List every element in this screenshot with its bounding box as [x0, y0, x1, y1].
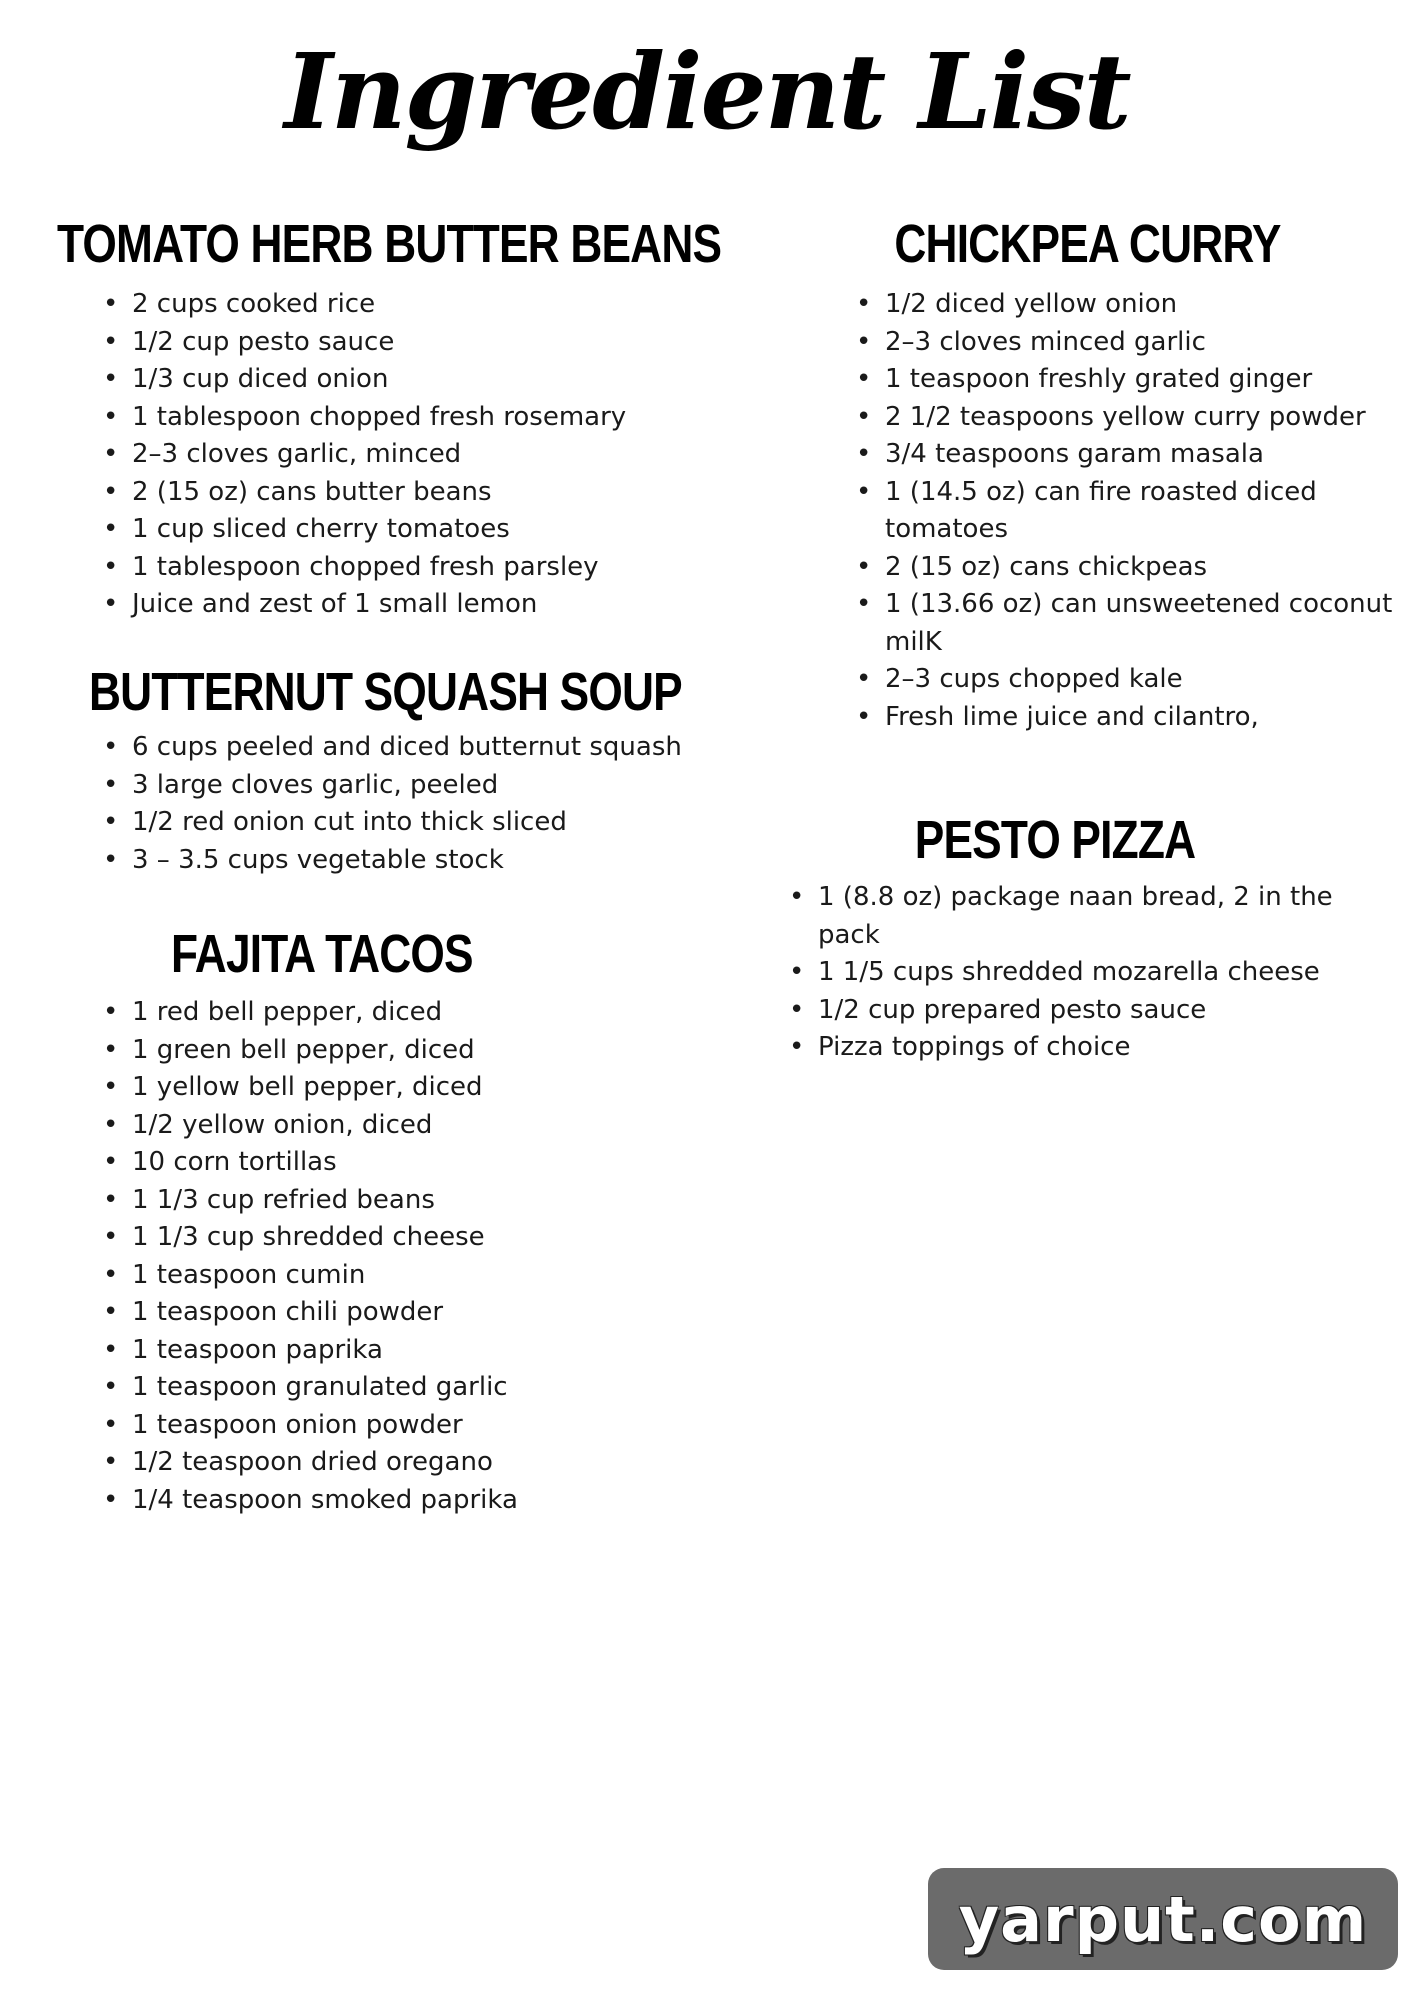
list-item: [103, 1332, 697, 1370]
ingredient-text: 2–3 cloves minced garlic: [885, 326, 1206, 357]
bullet-icon: •: [789, 1032, 805, 1062]
list-item: [789, 1029, 1400, 1067]
section-heading: BUTTERNUT SQUASH SOUP: [89, 662, 682, 722]
ingredient-text: Fresh lime juice and cilantro,: [885, 701, 1259, 732]
ingredient-text: 6 cups peeled and diced butternut squash: [132, 732, 682, 762]
list-item: [103, 324, 697, 362]
watermark-badge: [928, 1868, 1398, 1970]
bullet-icon: •: [103, 1447, 119, 1477]
list-item: [856, 474, 1400, 549]
bullet-icon: •: [103, 807, 119, 837]
bullet-icon: •: [103, 844, 119, 875]
list-item: [103, 729, 757, 767]
list-item: [856, 399, 1400, 437]
list-item: [856, 324, 1400, 362]
list-item: [103, 511, 697, 549]
bullet-icon: •: [103, 589, 119, 619]
section-heading: TOMATO HERB BUTTER BEANS: [57, 214, 722, 274]
bullet-icon: •: [103, 401, 119, 432]
ingredient-text: 1/2 diced yellow onion: [885, 289, 1178, 319]
ingredient-text: 1/2 cup prepared pesto sauce: [818, 994, 1207, 1025]
ingredient-text: 1/3 cup diced onion: [132, 364, 389, 394]
ingredient-list: [789, 879, 1400, 1067]
ingredient-text: 1 (8.8 oz) package naan bread, 2 in the pack: [818, 882, 1333, 950]
bullet-icon: •: [103, 1034, 119, 1065]
page-title: Ingredient List: [284, 30, 1130, 153]
bullet-icon: •: [856, 701, 872, 732]
list-item: [103, 1369, 697, 1407]
bullet-icon: •: [103, 326, 119, 357]
list-item: [103, 842, 757, 880]
bullet-icon: •: [856, 439, 872, 469]
bullet-icon: •: [856, 476, 872, 507]
ingredient-text: 1 teaspoon cumin: [132, 1259, 366, 1290]
list-item: [103, 804, 757, 842]
ingredient-text: 1 1/3 cup shredded cheese: [132, 1222, 485, 1252]
list-item: [103, 1069, 697, 1107]
ingredient-text: 1 teaspoon freshly grated ginger: [885, 364, 1313, 394]
list-item: [103, 1219, 697, 1257]
list-item: [856, 699, 1400, 737]
section-chickpea-curry: [815, 212, 1400, 736]
ingredient-text: Pizza toppings of choice: [818, 1032, 1131, 1062]
ingredient-text: 1 1/5 cups shredded mozarella cheese: [818, 957, 1320, 987]
ingredient-text: 2 1/2 teaspoons yellow curry powder: [885, 401, 1366, 432]
ingredient-text: 1 red bell pepper, diced: [132, 997, 443, 1027]
section-heading: CHICKPEA CURRY: [894, 214, 1281, 274]
ingredient-list: [103, 729, 757, 879]
section-pesto-pizza: [750, 808, 1400, 1067]
bullet-icon: •: [103, 1297, 119, 1327]
bullet-icon: •: [856, 401, 872, 432]
bullet-icon: •: [103, 769, 119, 800]
list-item: [789, 992, 1400, 1030]
bullet-icon: •: [103, 1409, 119, 1440]
list-item: [103, 549, 697, 587]
list-item: [103, 1107, 697, 1145]
ingredient-list: [103, 286, 697, 624]
ingredient-text: 2–3 cups chopped kale: [885, 664, 1183, 694]
list-item: [856, 361, 1400, 399]
bullet-icon: •: [103, 1109, 119, 1140]
bullet-icon: •: [103, 476, 119, 507]
list-item: [856, 661, 1400, 699]
list-item: [103, 1407, 697, 1445]
list-item: [103, 767, 757, 805]
bullet-icon: •: [789, 994, 805, 1025]
ingredient-text: 1/2 teaspoon dried oregano: [132, 1447, 493, 1477]
ingredient-text: 2–3 cloves garlic, minced: [132, 439, 462, 469]
ingredient-text: 1 yellow bell pepper, diced: [132, 1072, 483, 1102]
section-fajita-tacos: [57, 922, 697, 1519]
ingredient-text: 2 cups cooked rice: [132, 289, 376, 319]
ingredient-text: 1 teaspoon onion powder: [132, 1409, 463, 1440]
section-heading: PESTO PIZZA: [914, 810, 1196, 870]
ingredient-text: 1 teaspoon granulated garlic: [132, 1372, 508, 1402]
ingredient-text: 3/4 teaspoons garam masala: [885, 439, 1264, 469]
bullet-icon: •: [103, 1147, 119, 1177]
ingredient-text: 2 (15 oz) cans butter beans: [132, 476, 492, 507]
bullet-icon: •: [103, 1484, 119, 1515]
list-item: [103, 1032, 697, 1070]
bullet-icon: •: [103, 732, 119, 762]
bullet-icon: •: [789, 882, 805, 912]
bullet-icon: •: [856, 326, 872, 357]
list-item: [789, 879, 1400, 954]
list-item: [856, 549, 1400, 587]
section-tomato-herb-butter-beans: [57, 212, 722, 624]
ingredient-text: 1 teaspoon paprika: [132, 1334, 383, 1365]
list-item: [103, 1444, 697, 1482]
list-item: [856, 286, 1400, 324]
ingredient-text: 1 cup sliced cherry tomatoes: [132, 514, 510, 544]
bullet-icon: •: [789, 957, 805, 987]
bullet-icon: •: [103, 551, 119, 582]
bullet-icon: •: [856, 551, 872, 582]
ingredient-text: 1/2 cup pesto sauce: [132, 326, 395, 357]
list-item: [103, 474, 697, 512]
ingredient-text: 1/4 teaspoon smoked paprika: [132, 1484, 518, 1515]
ingredient-list: [856, 286, 1400, 736]
list-item: [789, 954, 1400, 992]
ingredient-text: 3 – 3.5 cups vegetable stock: [132, 844, 504, 875]
list-item: [856, 586, 1400, 661]
ingredient-text: 1 tablespoon chopped fresh rosemary: [132, 401, 627, 432]
ingredient-text: 10 corn tortillas: [132, 1147, 337, 1177]
ingredient-text: 1 (13.66 oz) can unsweetened coconut milK: [885, 589, 1393, 657]
bullet-icon: •: [103, 514, 119, 544]
list-item: [103, 586, 697, 624]
bullet-icon: •: [103, 1184, 119, 1215]
list-item: [103, 1144, 697, 1182]
list-item: [103, 994, 697, 1032]
list-item: [103, 1294, 697, 1332]
section-butternut-squash-soup: [57, 660, 757, 879]
list-item: [103, 1182, 697, 1220]
bullet-icon: •: [103, 364, 119, 394]
ingredient-text: 1 teaspoon chili powder: [132, 1297, 444, 1327]
ingredient-list: [103, 994, 697, 1519]
section-heading: FAJITA TACOS: [171, 924, 473, 984]
list-item: [103, 399, 697, 437]
bullet-icon: •: [856, 589, 872, 619]
list-item: [856, 436, 1400, 474]
list-item: [103, 1257, 697, 1295]
bullet-icon: •: [856, 289, 872, 319]
ingredient-text: 1 green bell pepper, diced: [132, 1034, 475, 1065]
bullet-icon: •: [103, 1222, 119, 1252]
list-item: [103, 436, 697, 474]
ingredient-text: 2 (15 oz) cans chickpeas: [885, 551, 1208, 582]
bullet-icon: •: [103, 997, 119, 1027]
ingredient-text: 3 large cloves garlic, peeled: [132, 769, 499, 800]
ingredient-text: 1 1/3 cup refried beans: [132, 1184, 435, 1215]
ingredient-text: 1/2 yellow onion, diced: [132, 1109, 433, 1140]
bullet-icon: •: [103, 289, 119, 319]
bullet-icon: •: [103, 1334, 119, 1365]
bullet-icon: •: [103, 439, 119, 469]
ingredient-text: 1 (14.5 oz) can fire roasted diced tomatoes: [885, 476, 1317, 544]
bullet-icon: •: [103, 1372, 119, 1402]
list-item: [103, 361, 697, 399]
ingredient-text: 1/2 red onion cut into thick sliced: [132, 807, 567, 837]
watermark-text: yarput.com: [958, 1882, 1368, 1956]
ingredient-text: 1 tablespoon chopped fresh parsley: [132, 551, 599, 582]
bullet-icon: •: [103, 1259, 119, 1290]
bullet-icon: •: [856, 364, 872, 394]
bullet-icon: •: [103, 1072, 119, 1102]
list-item: [103, 286, 697, 324]
ingredient-text: Juice and zest of 1 small lemon: [132, 589, 538, 619]
list-item: [103, 1482, 697, 1520]
bullet-icon: •: [856, 664, 872, 694]
